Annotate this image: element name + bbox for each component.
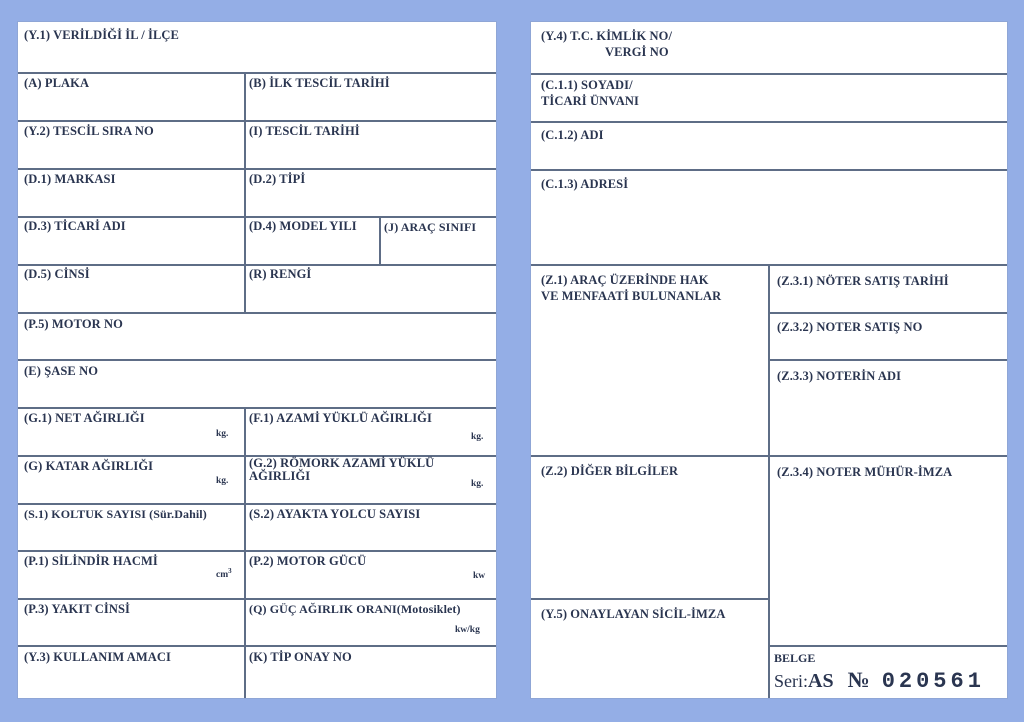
number-sign: № [847,667,870,692]
serial-label: Seri: [774,671,808,691]
field-label-brand: (D.1) MARKASI [24,172,116,186]
unit-power-weight-ratio: kw/kg [455,625,480,635]
row-divider [18,598,496,600]
field-label-registration-seq-no: (Y.2) TESCİL SIRA NO [24,124,154,138]
field-label-other-info: (Z.2) DİĞER BİLGİLER [541,464,679,478]
field-label-color: (R) RENGİ [249,267,312,281]
row-divider [18,312,496,314]
column-divider [768,264,770,698]
field-label-kind: (D.5) CİNSİ [24,267,90,281]
row-divider [531,169,1007,171]
field-label-notary-sale-date: (Z.3.1) NÖTER SATIŞ TARİHİ [777,274,949,288]
row-divider [18,120,496,122]
row-divider [18,359,496,361]
row-divider [18,72,496,74]
serial-number: 020561 [881,669,985,694]
unit-trailer-weight: kg. [471,479,484,489]
field-label-type: (D.2) TİPİ [249,172,306,186]
field-label-first-name: (C.1.2) ADI [541,128,604,142]
column-divider [244,72,246,312]
field-label-fuel-type: (P.3) YAKIT CİNSİ [24,602,131,616]
field-label-power-weight-ratio: (Q) GÜÇ AĞIRLIK ORANI(Motosiklet) [249,602,461,616]
field-label-address: (C.1.3) ADRESİ [541,177,629,191]
field-label-standing-passenger-count: (S.2) AYAKTA YOLCU SAYISI [249,507,421,521]
row-divider [769,645,1007,647]
field-label-chassis-no: (E) ŞASE NO [24,364,99,378]
row-divider [531,73,1007,75]
column-divider [379,216,381,264]
field-label-model-year: (D.4) MODEL YILI [249,219,357,233]
field-label-rights-holders: (Z.1) ARAÇ ÜZERİNDE HAK VE MENFAATİ BULUNANLAR [541,273,722,303]
field-label-notary-name: (Z.3.3) NOTERİN ADI [777,369,902,383]
field-label-engine-power: (P.2) MOTOR GÜCÜ [249,554,367,568]
owner-info-panel [531,22,1007,698]
field-label-approver-signature: (Y.5) ONAYLAYAN SİCİL-İMZA [541,607,726,621]
vehicle-info-panel [18,22,496,698]
field-label-notary-seal-signature: (Z.3.4) NOTER MÜHÜR-İMZA [777,465,953,479]
field-label-engine-no: (P.5) MOTOR NO [24,317,123,331]
field-label-id-tax-no: (Y.4) T.C. KİMLİK NO/ VERGİ NO [541,29,673,59]
field-label-surname-trade-name: (C.1.1) SOYADI/ TİCARİ ÜNVANI [541,78,639,108]
row-divider [769,312,1007,314]
document-label: BELGE [774,651,816,665]
field-label-net-weight: (G.1) NET AĞIRLIĞI [24,411,145,425]
row-divider [18,550,496,552]
unit-max-loaded-weight: kg. [471,432,484,442]
row-divider [531,598,769,600]
row-divider [18,168,496,170]
row-divider [18,407,496,409]
field-label-notary-sale-no: (Z.3.2) NOTER SATIŞ NO [777,320,923,334]
field-label-issued-province: (Y.1) VERİLDİĞİ İL / İLÇE [24,28,179,42]
field-label-seat-count: (S.1) KOLTUK SAYISI (Sür.Dahil) [24,507,207,521]
field-label-usage-purpose: (Y.3) KULLANIM AMACI [24,650,172,664]
row-divider [769,359,1007,361]
field-label-registration-date: (I) TESCİL TARİHİ [249,124,360,138]
row-divider [18,503,496,505]
row-divider [531,121,1007,123]
field-label-train-weight: (G) KATAR AĞIRLIĞI [24,459,154,473]
field-label-first-registration-date: (B) İLK TESCİL TARİHİ [249,76,390,90]
unit-engine-power: kw [473,571,486,581]
column-divider [244,407,246,698]
row-divider [18,645,496,647]
field-label-plate: (A) PLAKA [24,76,90,90]
field-label-type-approval-no: (K) TİP ONAY NO [249,650,352,664]
unit-train-weight: kg. [216,476,229,486]
serial-block [774,667,985,694]
field-label-vehicle-class: (J) ARAÇ SINIFI [384,220,477,234]
field-label-trade-name: (D.3) TİCARİ ADI [24,219,126,233]
unit-net-weight: kg. [216,429,229,439]
serial-code: AS [808,670,834,692]
unit-cylinder-volume: $cm^3$ [216,567,232,581]
field-label-max-loaded-weight: (F.1) AZAMİ YÜKLÜ AĞIRLIĞI [249,411,432,425]
field-label-cylinder-volume: (P.1) SİLİNDİR HACMİ [24,554,158,568]
field-label-trailer-max-loaded-weight: (G.2) RÖMORK AZAMİ YÜKLÜ AĞIRLIĞI [249,456,435,483]
